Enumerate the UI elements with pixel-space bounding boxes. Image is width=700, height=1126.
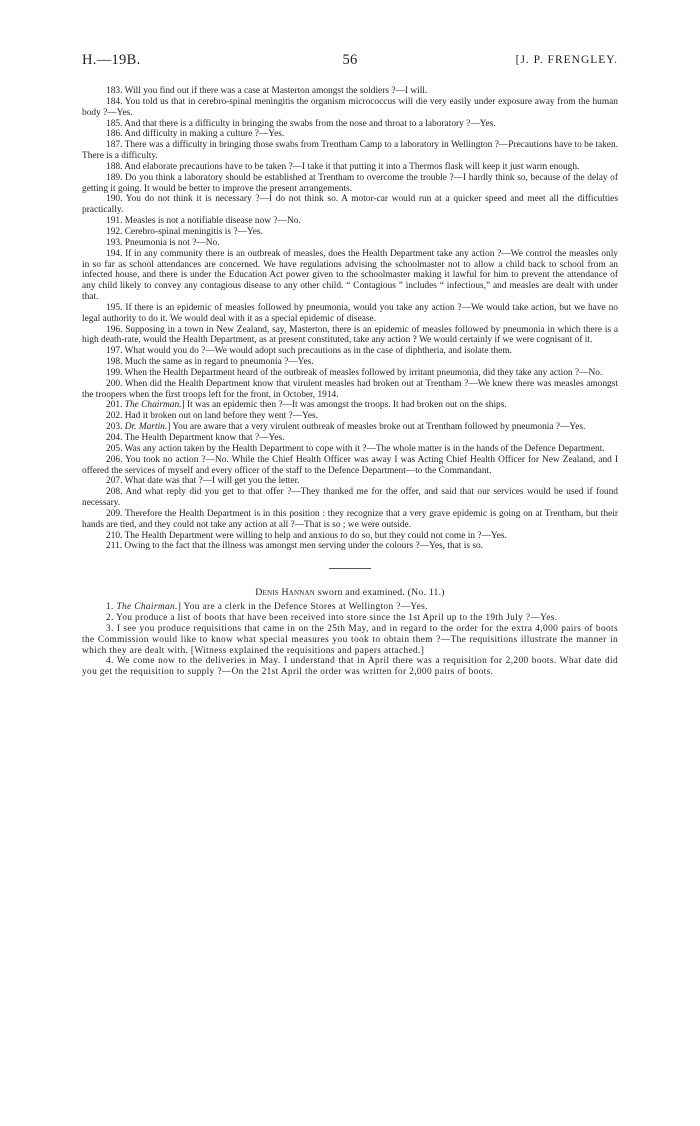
question-paragraph: 195. If there is an epidemic of measles followed by pneumonia, would you take any action ?—We would take action, but we have no legal authority to do it. We would deal with it as a special epidemic of disease. — [82, 302, 618, 324]
question-paragraph: 185. And that there is a difficulty in bringing the swabs from the nose and throat to a laboratory ?—Yes. — [106, 118, 496, 129]
page-number: 56 — [342, 52, 358, 68]
question-paragraph: 194. If in any community there is an outbreak of measles, does the Health Department take any action ?—We control the measles only in so far as school attendances are concerned. We have regulations advising the schoolmaster not to allow a child back to school from an infected house, and there is under the Education Act power given to the schoolmaster making it lawful for him to prevent the attendance of any child likely to convey any contagious disease to any other child. “ Contagious ” includes “ infectious,” and measles are dealt with under that. — [82, 248, 618, 303]
question-paragraph: 2. You produce a list of boots that have been received into store since the 1st April up to the 19th July ?—Yes. — [106, 612, 558, 623]
question-paragraph: 210. The Health Department were willing to help and anxious to do so, but they could not come in ?—Yes. — [106, 530, 507, 541]
question-paragraph: 199. When the Health Department heard of the outbreak of measles followed by irritant pneumonia, did they take any action ?—No. — [106, 367, 603, 378]
question-paragraph: 4. We come now to the deliveries in May. I understand that in April there was a requisition for 2,200 boots. What date did you get the requisition to supply ?—On the 21st April the order was written for 2,000 pairs of boots. — [82, 656, 618, 678]
question-paragraph: 191. Measles is not a notifiable disease now ?—No. — [106, 216, 301, 227]
speaker-name: The Chairman. — [124, 400, 182, 411]
section-divider — [329, 568, 371, 569]
question-paragraph: 187. There was a difficulty in bringing those swabs from Trentham Camp to a laboratory in Wellington ?—Precautions have to be taken. There is a difficulty. — [82, 140, 618, 162]
question-number: 201. — [106, 400, 123, 411]
question-paragraph: 3. I see you produce requisitions that came in on the 25th May, and in regard to the order for the extra 4,000 pairs of boots the Commission would like to know what special measures you took to obtain them ?—The requisitions illustrate the manner in which they are dealt with. [Witness explained the requisitions and papers attached.] — [82, 623, 618, 656]
question-number: 203. — [106, 422, 123, 433]
question-paragraph: 205. Was any action taken by the Health Department to cope with it ?—The whole matter is in the hands of the Defence Department. — [106, 443, 605, 454]
question-paragraph: 200. When did the Health Department know that virulent measles had broken out at Trentham ?—We knew there was measles amongst the troopers when the first troops left for the front, in October, 1914. — [82, 378, 618, 400]
document-reference: H.—19B. — [82, 52, 141, 68]
question-paragraph: 186. And difficulty in making a culture ?—Yes. — [106, 129, 285, 140]
witness-name: Denis Hannan — [255, 587, 316, 599]
question-text: ] It was an epidemic then ?—It was amongst the troops. It had broken out on the ships. — [181, 400, 507, 411]
question-paragraph — [82, 422, 618, 433]
speaker-name: The Chairman. — [116, 602, 178, 613]
question-paragraph: 193. Pneumonia is not ?—No. — [106, 237, 220, 248]
question-number: 1. — [106, 602, 114, 613]
question-paragraph: 189. Do you think a laboratory should be established at Trentham to overcome the trouble ?—I hardly think so, because of the delay of getting it going. It would be better to improve the present arrangements. — [82, 172, 618, 194]
question-paragraph: 197. What would you do ?—We would adopt such precautions as in the case of diphtheria, and isolate them. — [106, 346, 513, 357]
question-paragraph — [82, 602, 618, 613]
page-header — [82, 52, 618, 72]
witness-running-head: [J. P. FRENGLEY. — [515, 54, 618, 66]
question-text: ] You are a clerk in the Defence Stores at Wellington ?—Yes. — [177, 602, 428, 613]
document-body — [82, 86, 618, 678]
question-paragraph: 211. Owing to the fact that the illness was amongst men serving under the colours ?—Yes, that is so. — [106, 541, 484, 552]
witness-heading-rest: sworn and examined. (No. 11.) — [315, 587, 445, 599]
question-paragraph: 184. You told us that in cerebro-spinal meningitis the organism micrococcus will die very easily under exposure away from the human body ?—Yes. — [82, 96, 618, 118]
question-paragraph: 196. Supposing in a town in New Zealand, say, Masterton, there is an epidemic of measles followed by pneumonia in which there is a high death-rate, would the Health Department, as at present constituted, take any action ? We would certainly if we were cognisant of it. — [82, 324, 618, 346]
question-text: ] You are aware that a very virulent outbreak of measles broke out at Trentham followed by pneumonia ?—Yes. — [167, 422, 586, 433]
question-paragraph: 209. Therefore the Health Department is in this position : they recognize that a very grave epidemic is going on at Trentham, but their hands are tied, and they could not take any action at all ?—That is so ; we were outside. — [82, 508, 618, 530]
question-paragraph: 190. You do not think it is necessary ?—I do not think so. A motor-car would run at a quicker speed and meet all the difficulties practically. — [82, 194, 618, 216]
question-paragraph: 192. Cerebro-spinal meningitis is ?—Yes. — [106, 226, 263, 237]
question-paragraph: 198. Much the same as in regard to pneumonia ?—Yes. — [106, 357, 314, 368]
question-paragraph: 202. Had it broken out on land before they went ?—Yes. — [106, 411, 319, 422]
speaker-name: Dr. Martin. — [124, 422, 168, 433]
question-list-hannan — [82, 602, 618, 678]
question-paragraph: 207. What date was that ?—I will get you the letter. — [106, 476, 300, 487]
question-paragraph — [82, 400, 618, 411]
question-paragraph: 188. And elaborate precautions have to be taken ?—I take it that putting it into a Thermos flask will keep it just warm enough. — [106, 161, 580, 172]
question-paragraph: 206. You took no action ?—No. While the Chief Health Officer was away I was Acting Chief Health Officer for New Zealand, and I offered the services of myself and every officer of the staff to the Defence Department—to the Commandant. — [82, 454, 618, 476]
question-paragraph: 204. The Health Department know that ?—Yes. — [106, 433, 285, 443]
question-paragraph: 208. And what reply did you get to that offer ?—They thanked me for the offer, and said that our services would be used if found necessary. — [82, 487, 618, 509]
question-list-frengley — [82, 86, 618, 552]
question-paragraph: 183. Will you find out if there was a case at Masterton amongst the soldiers ?—I will. — [106, 86, 428, 96]
witness-heading — [82, 588, 618, 599]
